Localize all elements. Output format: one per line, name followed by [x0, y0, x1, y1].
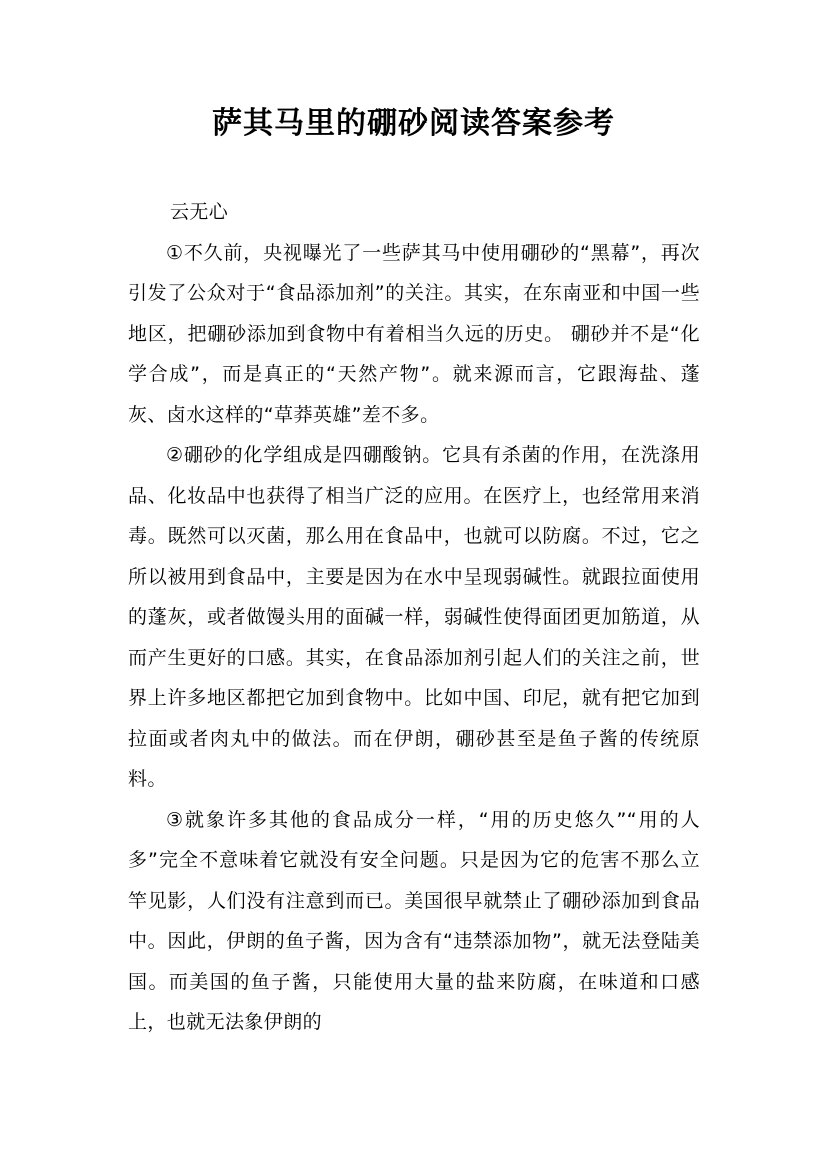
author-line: 云无心 — [170, 201, 229, 223]
paragraph-3: ③就象许多其他的食品成分一样，“用的历史悠久”“用的人多”完全不意味着它就没有安全问题。只是因为它的危害不那么立竿见影，人们没有注意到而已。美国很早就禁止了硼砂添加到食品中。因此，伊朗的鱼子酱，因为含有“违禁添加物”，就无法登陆美国。而美国的鱼子酱，只能使用大量的盐来防腐，在味道和口感上，也就无法象伊朗的 — [128, 808, 700, 1033]
document-title: 萨其马里的硼砂阅读答案参考 — [212, 106, 615, 141]
document-body — [128, 192, 700, 1043]
paragraph-2: ②硼砂的化学组成是四硼酸钠。它具有杀菌的作用，在洗涤用品、化妆品中也获得了相当广泛的应用。在医疗上，也经常用来消毒。既然可以灭菌，那么用在食品中，也就可以防腐。不过，它之所以被用到食品中，主要是因为在水中呈现弱碱性。就跟拉面使用的蓬灰，或者做馒头用的面碱一样，弱碱性使得面团更加筋道，从而产生更好的口感。其实，在食品添加剂引起人们的关注之前，世界上许多地区都把它加到食物中。比如中国、印尼，就有把它加到拉面或者肉丸中的做法。而在伊朗，硼砂甚至是鱼子酱的传统原料。 — [128, 444, 700, 790]
paragraph-1: ①不久前，央视曝光了一些萨其马中使用硼砂的“黑幕”，再次引发了公众对于“食品添加剂”的关注。其实，在东南亚和中国一些地区，把硼砂添加到食物中有着相当久远的历史。 硼砂并不是“化学合成”，而是真正的“天然产物”。就来源而言，它跟海盐、蓬灰、卤水这样的“草莽英雄”差不多。 — [128, 241, 700, 426]
